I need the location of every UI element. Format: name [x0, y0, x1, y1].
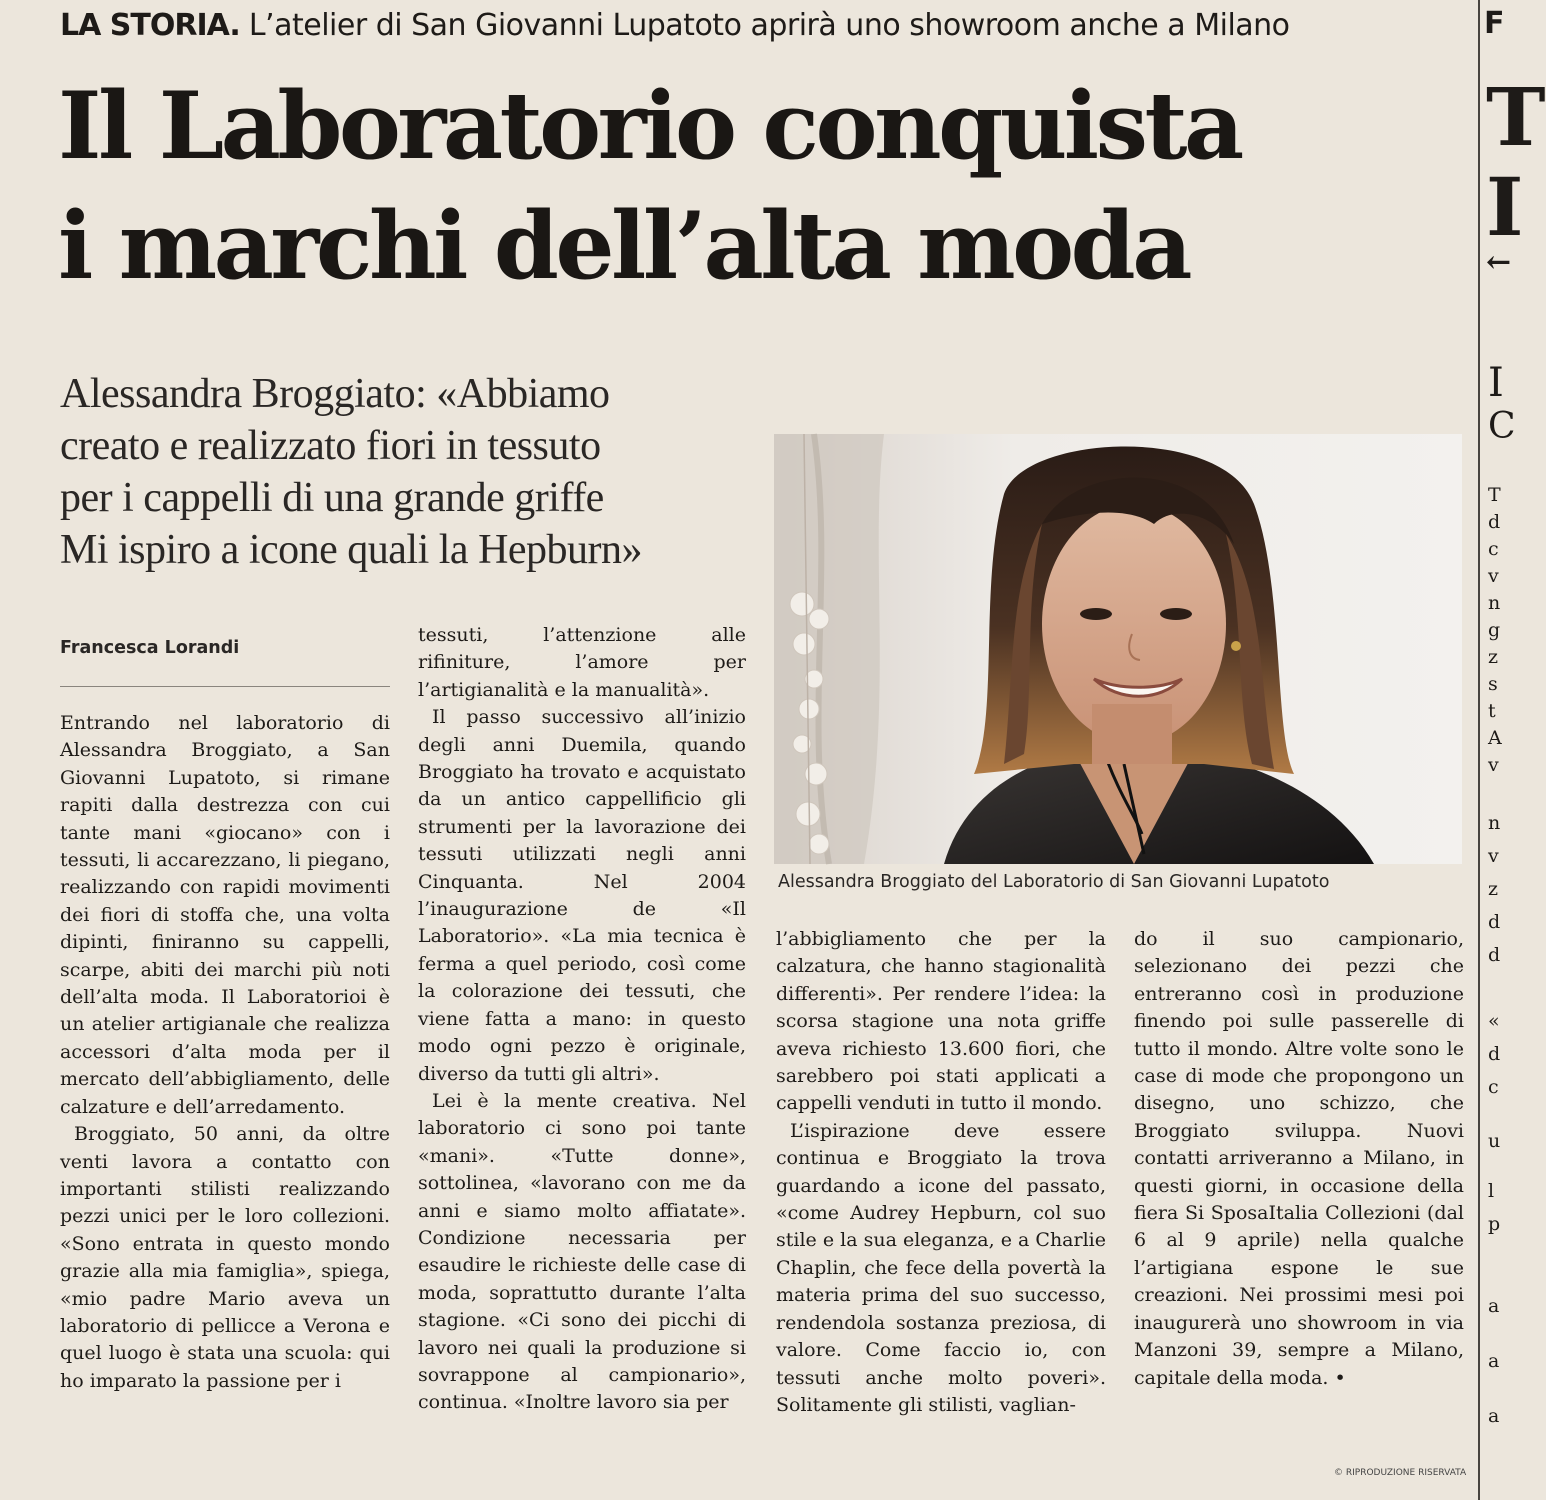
subheadline-line-2: creato e realizzato fiori in tessuto [60, 423, 601, 469]
portrait-photo [774, 434, 1462, 864]
adjacent-text-letter: A [1488, 727, 1502, 749]
adjacent-text-letter: z [1488, 646, 1499, 668]
adjacent-text-letter: v [1488, 845, 1499, 867]
photo-caption: Alessandra Broggiato del Laboratorio di San Giovanni Lupatoto [778, 872, 1330, 892]
byline: Francesca Lorandi [60, 638, 240, 658]
paragraph: do il suo campionario, selezionano dei pezzi che entreranno così in produzione finendo poi sulle passerelle di tutto il mondo. Altre volte sono le case di mode che propongono un disegno, uno schizzo, che Broggiato sviluppa. Nuovi contatti arriveranno a Milano, in questi giorni, in occasione della fiera Si SposaItalia Collezioni (dal 6 al 9 aprile) nella qualche l’artigiana espone le sue creazioni. Nei prossimi mesi poi inaugurerà uno showroom in via Manzoni 39, sempre a Milano, capitale della moda. • [1134, 928, 1464, 1389]
adjacent-text-letter: a [1488, 1405, 1500, 1427]
article-column-3 [776, 926, 1106, 1419]
adjacent-text-letter: g [1488, 619, 1501, 641]
paragraph: Il passo successivo all’inizio degli anni Duemila, quando Broggiato ha trovato e acquistato da un antico cappellificio gli strumenti per la lavorazione dei tessuti utilizzati negli anni Cinquanta. Nel 2004 l’inaugurazione de «Il Laboratorio». «La mia tecnica è ferma a quel periodo, così come la colorazione dei tessuti, che viene fatta a mano: in questo modo ogni pezzo è originale, diverso da tutti gli altri». [418, 706, 746, 1085]
adjacent-text-letter: t [1488, 700, 1496, 722]
adjacent-text-letter: d [1488, 1043, 1501, 1065]
adjacent-text-letter: l [1488, 1180, 1495, 1202]
adjacent-text-letter: s [1488, 673, 1498, 695]
adjacent-subhead-letter: C [1488, 406, 1516, 447]
adjacent-text-letter: n [1488, 592, 1501, 614]
adjacent-text-letter: a [1488, 1350, 1500, 1372]
subheadline [60, 368, 760, 576]
adjacent-text-letter: a [1488, 1295, 1500, 1317]
kicker-label: LA STORIA. [60, 8, 240, 43]
column-divider [1478, 0, 1480, 1500]
byline-rule [60, 686, 390, 687]
portrait-illustration [774, 434, 1462, 864]
adjacent-text-letter: z [1488, 878, 1499, 900]
adjacent-text-letter: T [1488, 484, 1501, 506]
article-column-2 [418, 622, 746, 1417]
adjacent-text-letter: n [1488, 812, 1501, 834]
subheadline-line-4: Mi ispiro a icone quali la Hepburn» [60, 527, 643, 573]
paragraph: Lei è la mente creativa. Nel laboratorio ci sono poi tante «mani». «Tutte donne», sottolinea, «lavorano con me da anni e siamo molto affiatate». Condizione necessaria per esaudire le richieste delle case di moda, soprattutto durante l’alta stagione. «Ci sono dei picchi di lavoro nei quali la produzione si sovrappone al campionario», continua. «Inoltre lavoro sia per [418, 1089, 746, 1414]
adjacent-text-letter: « [1488, 1010, 1500, 1032]
adjacent-text-letter: v [1488, 565, 1499, 587]
adjacent-text-letter: d [1488, 911, 1501, 933]
subheadline-line-3: per i cappelli di una grande griffe [60, 475, 604, 521]
adjacent-headline-letter: T [1486, 70, 1546, 164]
paragraph: l’abbigliamento che per la calzatura, che hanno stagionalità differenti». Per rendere l’idea: la scorsa stagione una nota griffe aveva richiesto 13.600 fiori, che sarebbero poi stati applicati a cappelli venduti in tutto il mondo. [776, 928, 1106, 1115]
paragraph: Entrando nel laboratorio di Alessandra Broggiato, a San Giovanni Lupatoto, si rimane rapiti dalla destrezza con cui tante mani «giocano» con i tessuti, li accarezzano, li piegano, realizzando con rapidi movimenti dei fiori di stoffa che, una volta dipinti, finiranno su cappelli, scarpe, abiti dei marchi più noti dell’alta moda. Il Laboratorioi è un atelier artigianale che realizza accessori d’alta moda per il mercato dell’abbigliamento, delle calzature e dell’arredamento. [60, 712, 390, 1118]
adjacent-headline-letter: I [1486, 160, 1524, 254]
kicker [60, 8, 1290, 43]
paragraph: tessuti, l’attenzione alle rifiniture, l’amore per l’artigianalità e la manualità». [418, 624, 746, 701]
headline-line-1: Il Laboratorio conquista [58, 71, 1241, 180]
adjacent-text-letter: p [1488, 1213, 1501, 1235]
article-column-4 [1134, 926, 1464, 1392]
headline [58, 66, 1241, 306]
adjacent-text-letter: c [1488, 1076, 1499, 1098]
kicker-text: L’atelier di San Giovanni Lupatoto aprirà uno showroom anche a Milano [248, 8, 1290, 43]
adjacent-text-letter: c [1488, 538, 1499, 560]
adjacent-text-letter: u [1488, 1130, 1501, 1152]
adjacent-subhead-letter: I [1488, 360, 1504, 406]
adjacent-text-letter: v [1488, 754, 1499, 776]
paragraph: Broggiato, 50 anni, da oltre venti lavora a contatto con importanti stilisti realizzando pezzi unici per le loro collezioni. «Sono entrata in questo mondo grazie alla mia famiglia», spiega, «mio padre Mario aveva un laboratorio di pellicce a Verona e quel luogo è stata una scuola: qui ho imparato la passione per i [60, 1123, 390, 1392]
paragraph: L’ispirazione deve essere continua e Broggiato la trova guardando a icone del passato, «come Audrey Hepburn, col suo stile e la sua eleganza, e a Charlie Chaplin, che fece della povertà la materia prima del suo successo, rendendola sostanza preziosa, di valore. Come faccio io, con tessuti anche molto poveri». Solitamente gli stilisti, vaglian- [776, 1119, 1106, 1416]
subheadline-line-1: Alessandra Broggiato: «Abbiamo [60, 371, 610, 417]
adjacent-headline-letter: ← [1486, 245, 1512, 280]
copyright-notice: © RIPRODUZIONE RISERVATA [1334, 1468, 1467, 1478]
headline-line-2: i marchi dell’alta moda [58, 191, 1189, 300]
adjacent-text-letter: d [1488, 511, 1501, 533]
adjacent-kicker-letter: F [1484, 6, 1505, 41]
article-column-1 [60, 710, 390, 1395]
adjacent-text-letter: d [1488, 944, 1501, 966]
